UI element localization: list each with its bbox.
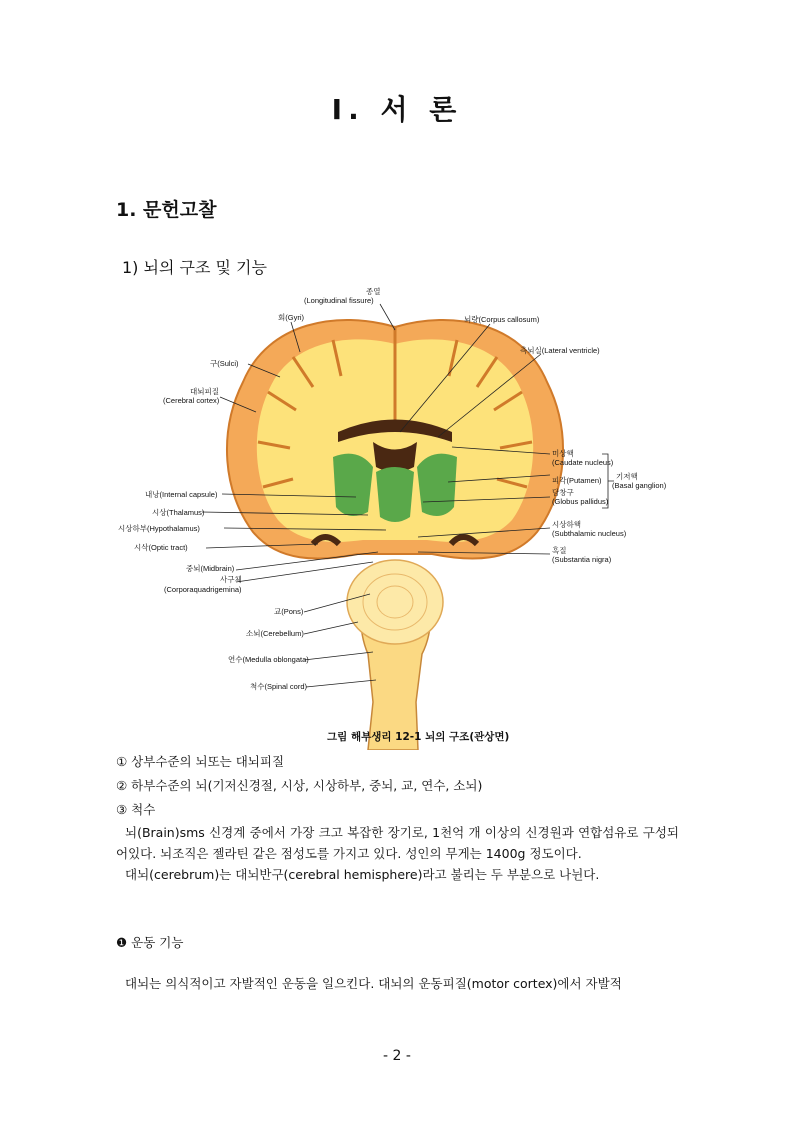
label-midbrain: 중뇌(Midbrain) xyxy=(186,564,235,573)
label-optic: 시삭(Optic tract) xyxy=(134,543,188,552)
label-medulla: 연수(Medulla oblongata) xyxy=(228,655,309,664)
page-number: - 2 - xyxy=(383,1048,411,1064)
label-hypothalamus: 시상하부(Hypothalamus) xyxy=(118,524,200,533)
label-pons: 교(Pons) xyxy=(274,607,304,616)
section-heading: 1. 문헌고찰 xyxy=(116,199,217,221)
label-ventricle: 측뇌실(Lateral ventricle) xyxy=(520,346,600,355)
label-nigra: 흑질 xyxy=(552,546,567,555)
label-subthalamic: 시상하핵 xyxy=(552,520,581,529)
intro-paragraph xyxy=(116,822,679,885)
label-spinal: 척수(Spinal cord) xyxy=(250,682,308,691)
label-globus-en: (Globus pallidus) xyxy=(552,497,609,506)
list-item-3: ③ 척수 xyxy=(116,802,156,817)
label-corpora: 사구체 xyxy=(220,575,242,584)
figure-caption: 그림 해부생리 12-1 뇌의 구조(관상면) xyxy=(327,731,510,743)
paragraph-brain: 뇌(Brain)sms 신경계 중에서 가장 크고 복잡한 장기로, 1천억 개 이상의 신경원과 연합섬유로 구성되어있다. 뇌조직은 젤라틴 같은 점성도를 가지고 있다. 성인의 무게는 1400g 정도이다. xyxy=(116,825,679,861)
label-corpus: 뇌량(Corpus callosum) xyxy=(464,315,540,324)
label-basal: 기저핵 xyxy=(616,472,638,481)
bullet-motor-function: ❶ 운동 기능 xyxy=(116,935,184,950)
page-title: I. 서 론 xyxy=(331,93,463,126)
label-internal: 내낭(Internal capsule) xyxy=(145,490,218,499)
label-corpora-en: (Corporaquadrigemina) xyxy=(164,585,242,594)
label-cortex-en: (Cerebral cortex) xyxy=(163,396,220,405)
label-globus: 담창구 xyxy=(552,488,574,497)
label-cerebellum: 소뇌(Cerebellum) xyxy=(246,629,304,638)
brain-figure xyxy=(118,282,678,750)
label-caudate-en: (Caudate nucleus) xyxy=(552,458,614,467)
label-basal-en: (Basal ganglion) xyxy=(612,481,667,490)
paragraph-cerebrum: 대뇌(cerebrum)는 대뇌반구(cerebral hemisphere)라고 불리는 두 부분으로 나뉜다. xyxy=(125,867,600,882)
label-caudate: 미상핵 xyxy=(552,449,574,458)
list-item-2: ② 하부수준의 뇌(기저신경절, 시상, 시상하부, 중뇌, 교, 연수, 소뇌) xyxy=(116,778,483,793)
subsection-heading: 1) 뇌의 구조 및 기능 xyxy=(122,258,267,277)
label-thalamus: 시상(Thalamus) xyxy=(152,508,205,517)
label-cortex: 대뇌피질 xyxy=(190,387,219,396)
label-longitudinal-en: (Longitudinal fissure) xyxy=(304,296,374,305)
label-gyri: 회(Gyri) xyxy=(278,313,304,322)
label-longitudinal: 종열 xyxy=(366,287,381,296)
label-putamen: 피각(Putamen) xyxy=(552,476,602,485)
motor-paragraph xyxy=(116,973,679,994)
paragraph-motor: 대뇌는 의식적이고 자발적인 운동을 일으킨다. 대뇌의 운동피질(motor cortex)에서 자발적 xyxy=(125,976,622,991)
label-subthalamic-en: (Subthalamic nucleus) xyxy=(552,529,627,538)
brain-diagram xyxy=(118,282,678,750)
label-nigra-en: (Substantia nigra) xyxy=(552,555,612,564)
label-sulci: 구(Sulci) xyxy=(210,359,239,368)
list-item-1: ① 상부수준의 뇌또는 대뇌피질 xyxy=(116,754,285,769)
